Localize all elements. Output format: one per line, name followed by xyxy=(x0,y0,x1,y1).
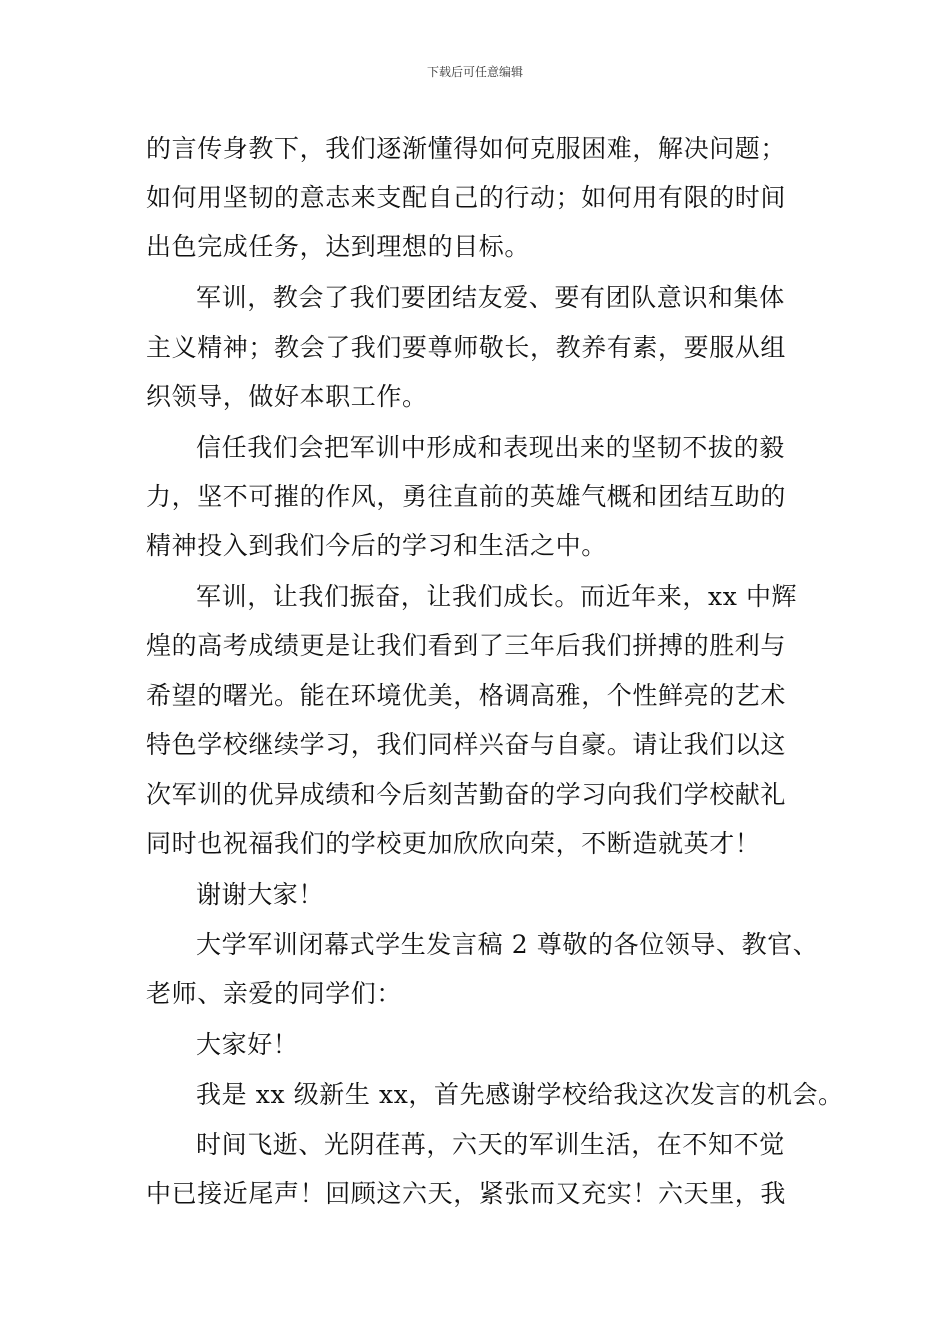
text-line: 我是 xx 级新生 xx，首先感谢学校给我这次发言的机会。 xyxy=(196,1080,844,1109)
text-line: 精神投入到我们今后的学习和生活之中。 xyxy=(146,531,607,560)
text-line: 次军训的优异成绩和今后刻苦勤奋的学习向我们学校献礼 xyxy=(146,780,787,809)
text-line: 的言传身教下，我们逐渐懂得如何克服困难，解决问题； xyxy=(146,134,787,163)
text-line: 大家好！ xyxy=(196,1030,299,1059)
text-line: 力，坚不可摧的作风，勇往直前的英雄气概和团结互助的 xyxy=(146,482,787,511)
text-line: 时间飞逝、光阴荏苒，六天的军训生活，在不知不觉 xyxy=(196,1130,785,1159)
text-line: 煌的高考成绩更是让我们看到了三年后我们拼搏的胜利与 xyxy=(146,631,787,660)
text-line: 希望的曙光。能在环境优美，格调高雅，个性鲜亮的艺术 xyxy=(146,681,787,710)
text-line: 如何用坚韧的意志来支配自己的行动；如何用有限的时间 xyxy=(146,183,787,212)
text-line: 织领导，做好本职工作。 xyxy=(146,382,428,411)
text-line: 出色完成任务，达到理想的目标。 xyxy=(146,232,531,261)
text-line: 特色学校继续学习，我们同样兴奋与自豪。请让我们以这 xyxy=(146,730,787,759)
text-line: 军训，教会了我们要团结友爱、要有团队意识和集体 xyxy=(196,283,785,312)
text-line: 谢谢大家！ xyxy=(196,880,325,909)
text-line: 中已接近尾声！回顾这六天，紧张而又充实！六天里，我 xyxy=(146,1179,787,1208)
text-line: 军训，让我们振奋，让我们成长。而近年来，xx 中辉 xyxy=(196,582,798,611)
text-line: 老师、亲爱的同学们： xyxy=(146,979,403,1008)
page-header-note: 下载后可任意编辑 xyxy=(426,65,523,79)
text-line: 大学军训闭幕式学生发言稿 2 尊敬的各位领导、教官、 xyxy=(196,930,819,959)
text-line: 主义精神；教会了我们要尊师敬长，教养有素，要服从组 xyxy=(146,333,787,362)
text-line: 信任我们会把军训中形成和表现出来的坚韧不拔的毅 xyxy=(196,433,785,462)
text-line: 同时也祝福我们的学校更加欣欣向荣，不断造就英才！ xyxy=(146,829,761,858)
